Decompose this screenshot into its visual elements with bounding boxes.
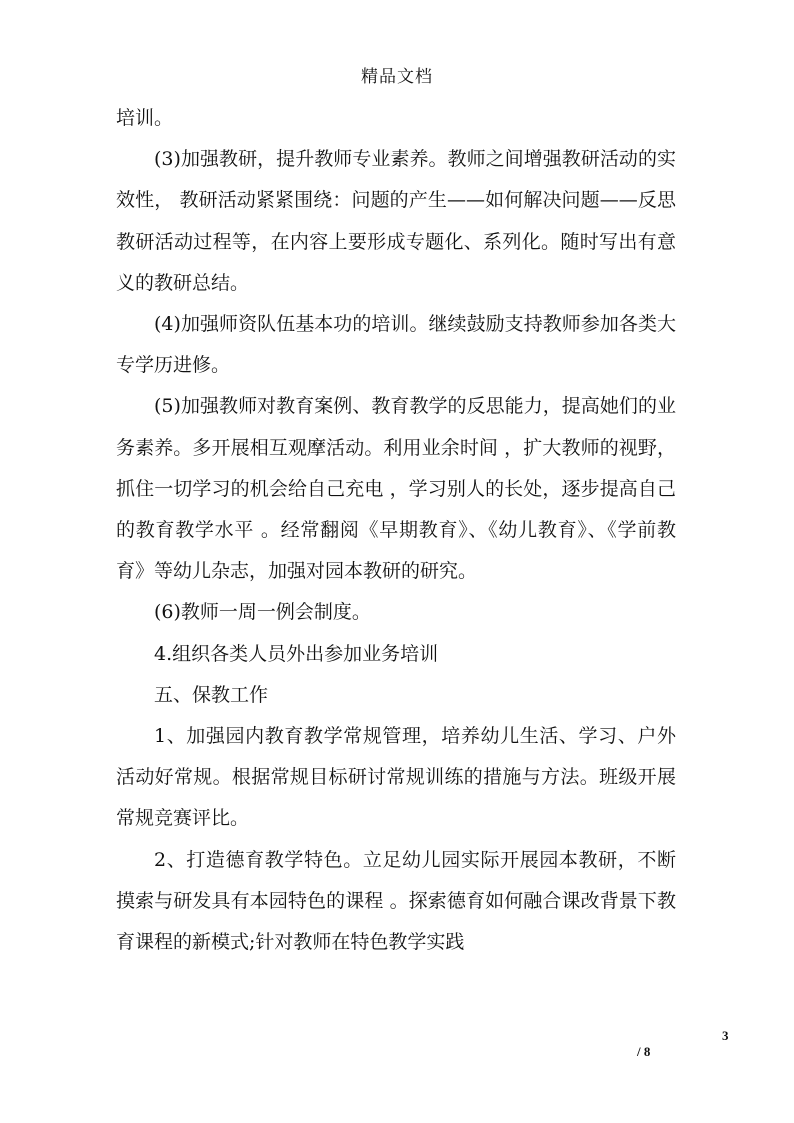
document-body [116, 98, 676, 963]
document-header: 精品文档 [361, 67, 433, 87]
paragraph-5: (6)教师一周一例会制度。 [154, 601, 371, 624]
paragraph-2: (3)加强教研，提升教师专业素养。教师之间增强教研活动的实效性， 教研活动紧紧围绕：问题的产生——如何解决问题——反思教研活动过程等，在内容上要形成专题化、系列化。随时写出有意义的教研总结。 [116, 148, 676, 294]
paragraph-8: 1、加强园内教育教学常规管理，培养幼儿生活、学习、户外活动好常规。根据常规目标研讨常规训练的措施与方法。班级开展常规竞赛评比。 [116, 725, 676, 830]
paragraph-4: (5)加强教师对教育案例、教育教学的反思能力，提高她们的业务素养。多开展相互观摩活动。利用业余时间 ，扩大教师的视野，抓住一切学习的机会给自己充电 ，学习别人的长处，逐步提高自己的教育教学水平 。经常翻阅《早期教育》、《幼儿教育》、《学前教育》等幼儿杂志，加强对园本教研的研究。 [116, 395, 676, 583]
paragraph-1: 培训。 [116, 107, 174, 129]
paragraph-3: (4)加强师资队伍基本功的培训。继续鼓励支持教师参加各类大专学历进修。 [116, 313, 676, 377]
paragraph-6: 4.组织各类人员外出参加业务培训 [154, 642, 439, 665]
paragraph-7: 五、保教工作 [154, 683, 269, 706]
page-number: 3 [722, 1028, 729, 1043]
page-total: / 8 [637, 1044, 651, 1059]
paragraph-9: 2、打造德育教学特色。立足幼儿园实际开展园本教研，不断摸索与研发具有本园特色的课程 。探索德育如何融合课改背景下教育课程的新模式;针对教师在特色教学实践 [116, 848, 676, 954]
